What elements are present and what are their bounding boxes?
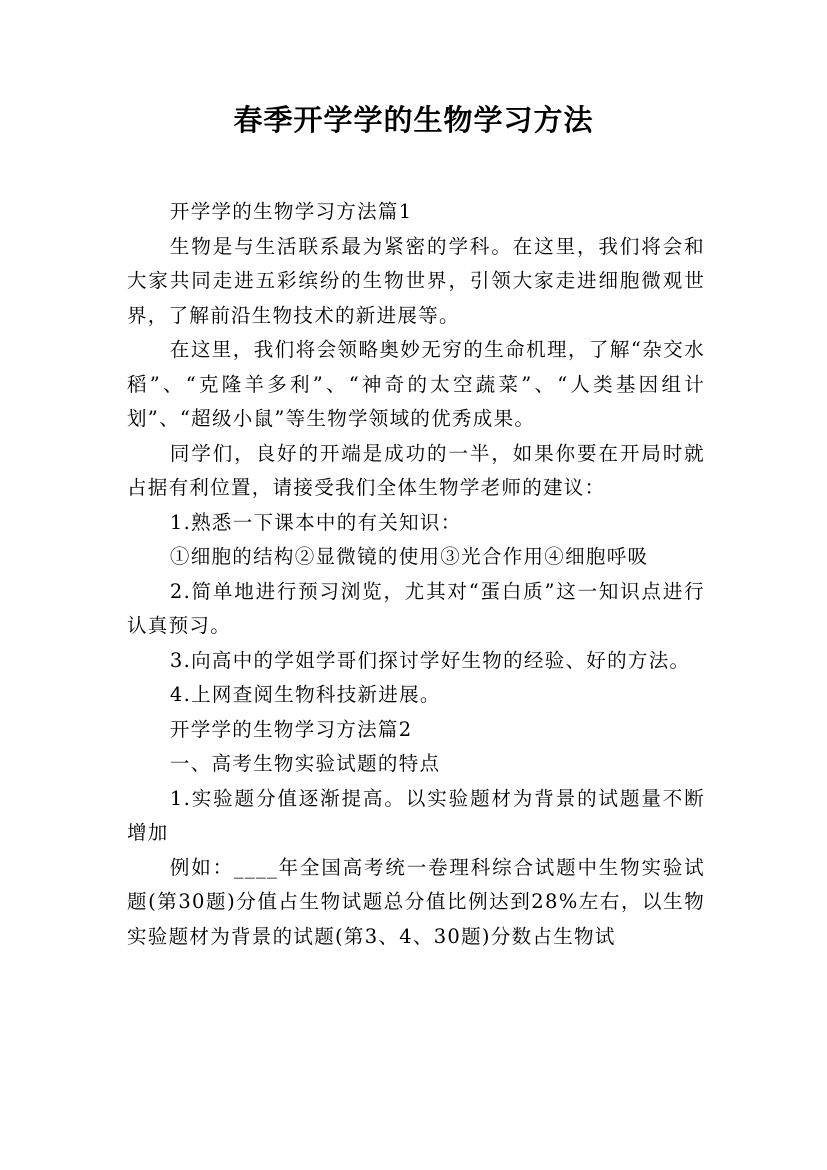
list-item-1-topics: ①细胞的结构②显微镜的使用③光合作用④细胞呼吸: [169, 545, 649, 568]
subsection-heading: 一、高考生物实验试题的特点: [169, 752, 441, 775]
example-text: 年全国高考统一卷理科综合试题中生物实验试题(第30题)分值占生物试题总分值比例达到28%左右，以生物实验题材为背景的试题(第3、4、30题)分数占生物试: [127, 855, 705, 948]
document-body: [127, 195, 705, 954]
paragraph-intro: 生物是与生活联系最为紧密的学科。在这里，我们将会和大家共同走进五彩缤纷的生物世界，引领大家走进细胞微观世界，了解前沿生物技术的新进展等。: [127, 234, 705, 327]
paragraph-example: [127, 851, 705, 955]
paragraph-achievements: 在这里，我们将会领略奥妙无穷的生命机理，了解“杂交水稻”、“克隆羊多利”、“神奇的太空蔬菜”、“人类基因组计划”、“超级小鼠”等生物学领域的优秀成果。: [127, 338, 705, 430]
list-item-3: 3.向高中的学姐学哥们探讨学好生物的经验、好的方法。: [169, 648, 691, 672]
list-item-1: 1.熟悉一下课本中的有关知识：: [169, 510, 462, 534]
list-item-2: 2.简单地进行预习浏览，尤其对“蛋白质”这一知识点进行认真预习。: [127, 579, 705, 637]
fill-in-blank: ____: [233, 855, 279, 879]
list-item-4: 4.上网查阅生物科技新进展。: [169, 683, 441, 706]
section-heading-1: 开学学的生物学习方法篇1: [169, 200, 413, 223]
example-prefix: 例如：: [169, 855, 234, 879]
document-title: 春季开学学的生物学习方法: [233, 103, 594, 137]
section-heading-2: 开学学的生物学习方法篇2: [169, 717, 413, 741]
paragraph-point-1: 1.实验题分值逐渐提高。以实验题材为背景的试题量不断增加: [127, 786, 705, 844]
paragraph-advice: 同学们，良好的开端是成功的一半，如果你要在开局时就占据有利位置，请接受我们全体生物学老师的建议：: [127, 441, 705, 499]
